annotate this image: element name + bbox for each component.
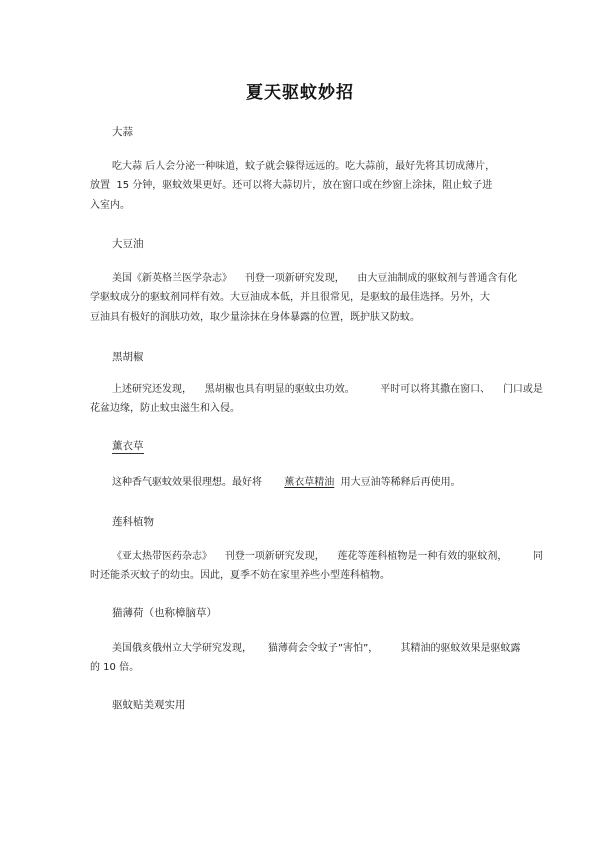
paragraph-line: 花盆边缘，防止蚊虫滋生和入侵。 [90, 403, 240, 414]
section-heading-lotus-plants: 莲科植物 [112, 516, 154, 528]
section-heading-catnip: 猫薄荷（也称樟脑草） [112, 607, 217, 619]
section-heading-mosquito-patch: 驱蚊贴美观实用 [112, 699, 186, 711]
paragraph-text-before: 这种香气驱蚊效果很理想。最好将 [112, 477, 285, 488]
section-paragraph-garlic [112, 157, 512, 177]
paragraph-line: 放置 15 分钟，驱蚊效果更好。还可以将大蒜切片，放在窗口或在纱窗上涂抹，阻止蚊子进 [90, 180, 493, 191]
paragraph-line: 的 10 倍。 [90, 662, 140, 673]
section-heading-garlic: 大蒜 [112, 126, 133, 138]
section-heading-lavender [112, 438, 144, 453]
section-paragraph-black-pepper-cont [90, 399, 510, 419]
lavender-heading-text: 薰衣草 [112, 440, 144, 452]
section-paragraph-soybean-oil [112, 269, 518, 289]
paragraph-line: 美国《新英格兰医学杂志》 刊登一项新研究发现， 由大豆油制成的驱蚊剂与普通含有化 [112, 273, 518, 284]
section-heading-soybean-oil: 大豆油 [112, 238, 144, 250]
section-paragraph-garlic-cont [90, 176, 510, 215]
section-paragraph-black-pepper [112, 380, 543, 400]
paragraph-line: 吃大蒜 后人会分泌一种味道，蚊子就会躲得远远的。吃大蒜前，最好先将其切成薄片， [112, 161, 496, 172]
paragraph-line [112, 473, 512, 493]
paragraph-text-after: 用大豆油等稀释后再使用。 [334, 477, 461, 488]
section-paragraph-catnip [112, 639, 521, 659]
section-paragraph-soybean-oil-cont [90, 288, 510, 327]
paragraph-line: 时还能杀灭蚊子的幼虫。因此，夏季不妨在家里养些小型莲科植物。 [90, 570, 390, 581]
paragraph-line: 美国俄亥俄州立大学研究发现， 猫薄荷会令蚊子”害怕”， 其精油的驱蚊效果是驱蚊露 [112, 643, 521, 654]
section-paragraph-lavender [112, 473, 512, 493]
paragraph-line: 入室内。 [90, 199, 130, 211]
paragraph-line: 上述研究还发现， 黑胡椒也具有明显的驱蚊虫功效。 平时可以将其撒在窗口、 门口或是 [112, 384, 543, 395]
section-paragraph-lotus-plants-cont [90, 566, 510, 586]
section-heading-black-pepper: 黑胡椒 [112, 351, 144, 363]
section-paragraph-catnip-cont [90, 658, 510, 678]
paragraph-line: 豆油具有极好的润肤功效，取少量涂抹在身体暴露的位置，既护肤又防蚊。 [90, 311, 420, 323]
lavender-oil-underlined: 薰衣草精油 [284, 477, 335, 488]
paragraph-line: 学驱蚊成分的驱蚊剂同样有效。大豆油成本低，并且很常见，是驱蚊的最佳选择。另外，大 [90, 292, 490, 303]
section-paragraph-lotus-plants [112, 547, 543, 567]
paragraph-line: 《亚太热带医药杂志》 刊登一项新研究发现， 莲花等莲科植物是一种有效的驱蚊剂， 同 [112, 551, 543, 562]
page-title: 夏天驱蚊妙招 [246, 83, 354, 103]
